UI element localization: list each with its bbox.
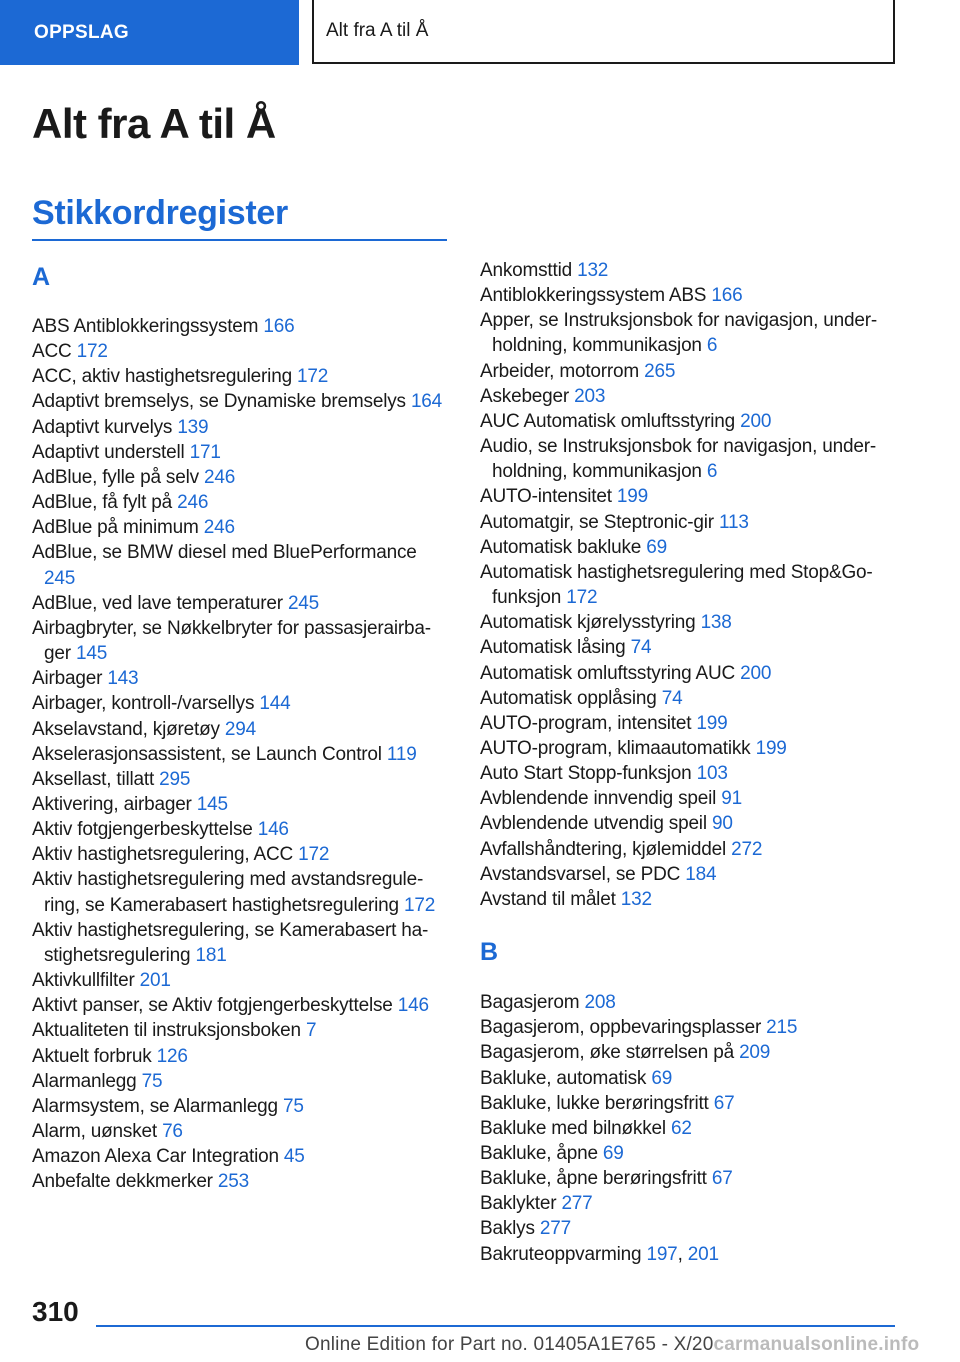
page-reference-link[interactable]: 203 [574,385,606,407]
index-entry [480,384,900,409]
page-reference-link[interactable]: 139 [177,416,209,438]
entry-term: Aktiv fotgjengerbeskyttelse [32,819,253,841]
index-entry [480,811,900,836]
entry-term: Ankomsttid [480,260,572,281]
index-entry [480,283,900,308]
page-reference-link[interactable]: 172 [298,844,330,866]
section-title: Stikkordregister [32,194,288,232]
entry-term: AdBlue, ved lave temperaturer [32,592,283,614]
index-entry: Bakruteoppvarming 197, 201 [480,1243,719,1265]
watermark-site: carmanualsonline.info [713,1334,920,1355]
index-entry [480,661,900,686]
entry-term: Automatisk opplåsing [480,687,657,709]
section-divider [32,239,447,241]
page-reference-link[interactable]: 91 [721,788,742,810]
page-reference-link[interactable]: 69 [651,1067,673,1089]
page-reference-link[interactable]: 295 [159,768,191,790]
entry-term: ABS Antiblokkeringssystem [32,316,259,337]
page-reference-link[interactable]: 246 [204,466,236,488]
index-entry [480,1015,900,1040]
entry-term: AUTO-program, klimaautomatikk [480,737,751,759]
page-number: 310 [32,1296,79,1327]
entry-term: Automatisk hastighetsregulering med Stop&Go-funksjon [480,561,873,609]
index-entry [480,1091,900,1116]
index-entry [32,339,447,364]
page-reference-link[interactable]: 294 [224,718,256,740]
index-entry [32,666,447,691]
entry-term: Bagasjerom [480,992,580,1014]
index-entry [32,691,447,716]
page-reference-link[interactable]: 172 [566,587,598,609]
index-entry [32,742,447,767]
page-title: Alt fra A til Å [32,100,276,147]
entry-term: Adaptivt kurvelys [32,416,173,438]
chapter-tab[interactable]: Alt fra A til Å [312,0,895,64]
index-entry [32,1094,447,1119]
entry-term: Bakluke, lukke berøringsfritt [480,1092,709,1114]
entry-term: Avblendende innvendig speil [480,788,717,810]
page-reference-link[interactable]: 246 [177,492,209,514]
page-reference-link[interactable]: 67 [713,1092,735,1114]
page-reference-link[interactable]: 215 [766,1017,798,1039]
page-reference-link[interactable]: 7 [305,1020,317,1042]
page-reference-link[interactable]: 171 [189,441,221,463]
entry-term: Bakluke, åpne berøringsfritt [480,1168,707,1190]
entry-term: Askebeger [480,385,570,407]
index-entry [480,686,900,711]
page-reference-link[interactable]: 166 [711,285,743,307]
entry-term: Bagasjerom, oppbevaringsplasser [480,1017,762,1039]
index-entry [32,1169,447,1194]
index-list-b [480,990,900,1267]
index-entry [32,440,447,465]
entry-term: Automatgir, se Steptronic-gir [480,511,714,533]
index-column-right [480,258,900,1267]
page-reference-link[interactable]: 246 [203,517,235,539]
index-entry [32,1144,447,1169]
entry-term: AUTO-program, intensitet [480,712,692,734]
entry-term: Alarmsystem, se Alarmanlegg [32,1095,278,1117]
index-entry [32,540,447,590]
index-entry [480,1116,900,1141]
entry-term: Adaptivt understell [32,441,185,463]
index-entry [32,415,447,440]
entry-term: Aksellast, tillatt [32,768,155,790]
entry-term: Avfallshåndtering, kjølemiddel [480,838,727,860]
page-reference-link[interactable]: 145 [75,643,108,665]
index-entry [32,389,447,414]
index-entry [480,786,900,811]
entry-term: Aktivkullfilter [32,970,135,992]
edition-text: Online Edition for Part no. 01405A1E765 - X/20 [305,1334,714,1355]
index-entry [32,968,447,993]
index-entry [32,842,447,867]
index-letter-a: A [32,263,51,291]
entry-term: Bakluke med bilnøkkel [480,1117,666,1139]
entry-term: Avstandsvarsel, se PDC [480,863,681,885]
page-reference-link[interactable]: 200 [740,662,772,684]
page-reference-link[interactable]: 197 [646,1243,678,1265]
page-reference-link[interactable]: 181 [195,944,227,966]
entry-term: Bagasjerom, øke størrelsen på [480,1042,734,1064]
entry-term: Avstand til målet [480,888,616,910]
page-reference-link[interactable]: 132 [620,888,652,910]
entry-term: Audio, se Instruksjonsbok for navigasjon, underholdning, kommunikasjon [480,436,877,483]
index-entry [32,792,447,817]
entry-term: AdBlue på minimum [32,517,199,539]
page-reference-link[interactable]: 245 [44,567,76,589]
index-letter-b: B [480,938,499,967]
index-entry [480,990,900,1015]
entry-term: Aktiv hastighetsregulering, ACC [32,844,293,866]
entry-term: Automatisk låsing [480,637,626,659]
page-reference-link[interactable]: 199 [696,712,728,734]
entry-term: Automatisk bakluke [480,536,642,558]
entry-term: ACC [32,341,72,363]
entry-term: AdBlue, se BMW diesel med BluePerformance [32,542,417,564]
page-reference-link[interactable]: 146 [257,819,289,841]
entry-term: Baklykter [480,1193,557,1215]
page-reference-link[interactable]: 6 [706,461,718,483]
page-reference-link[interactable]: 144 [259,693,291,715]
index-entry [480,258,900,283]
entry-term: AUTO-intensitet [480,486,612,508]
index-entry [480,1216,900,1241]
index-entry [480,635,900,660]
index-entry [32,616,447,666]
index-entry [32,867,447,917]
index-entry [32,591,447,616]
entry-term: Akselerasjonsassistent, se Launch Control [32,743,382,765]
entry-term: Alarmanlegg [32,1070,137,1092]
index-list-a-continued [480,258,900,912]
page-reference-link[interactable]: 119 [386,743,417,765]
page-reference-link[interactable]: 75 [141,1070,163,1092]
page-reference-link[interactable]: 62 [670,1117,692,1139]
index-entry [32,1018,447,1043]
page-reference-link[interactable]: 45 [283,1146,305,1168]
page-reference-link[interactable]: 138 [700,612,732,634]
entry-term: Baklys [480,1218,535,1240]
index-entry [32,314,447,339]
index-entry [480,560,900,610]
page-reference-link[interactable]: 201 [139,970,171,992]
section-tab[interactable]: OPPSLAG [0,0,299,65]
index-entry [32,490,447,515]
entry-term: ACC, aktiv hastighetsregulering [32,366,292,388]
entry-term: Apper, se Instruksjonsbok for navigasjon, underholdning, kommunikasjon [480,310,878,357]
index-entry [32,918,447,968]
page-reference-link[interactable]: 164 [410,391,443,413]
index-entry [32,465,447,490]
index-entry [32,993,447,1018]
page-reference-link[interactable]: 208 [584,992,616,1014]
entry-term: Aktivt panser, se Aktiv fotgjengerbeskyttelse [32,995,393,1017]
page-reference-link[interactable]: 172 [297,366,329,388]
entry-term: AUC Automatisk omluftsstyring [480,410,736,432]
entry-term: Automatisk omluftsstyring AUC [480,662,736,684]
page-reference-link[interactable]: 69 [646,536,667,558]
page-reference-link[interactable]: 201 [687,1243,719,1265]
entry-term: Aktiv hastighetsregulering, se Kamerabasert hastighetsregulering [32,919,429,966]
page-reference-link[interactable]: 200 [740,410,772,432]
page-reference-link[interactable]: 166 [263,316,295,337]
entry-term: Alarm, uønsket [32,1121,157,1142]
entry-term: Airbagbryter, se Nøkkelbryter for passasjerairbager [32,617,432,665]
entry-term: AdBlue, fylle på selv [32,466,199,488]
entry-term: Aktualiteten til instruksjonsboken [32,1020,301,1042]
index-entry [480,1066,900,1091]
page-reference-link[interactable]: 146 [397,995,429,1017]
page-reference-link[interactable]: 145 [196,793,228,815]
index-entry [480,610,900,635]
entry-term: Aktiv hastighetsregulering med avstandsregulering, se Kamerabasert hastighetsregulering [32,869,424,916]
entry-term: Amazon Alexa Car Integration [32,1146,279,1168]
header-bar [0,0,960,66]
page-reference-link[interactable]: 76 [162,1121,183,1142]
index-entry [480,862,900,887]
entry-term: Bakluke, åpne [480,1143,598,1164]
page-reference-link[interactable]: 265 [644,360,676,382]
index-entry [480,761,900,786]
footer-divider [96,1325,895,1327]
footer-edition-line [305,1334,919,1356]
entry-term: Anbefalte dekkmerker [32,1171,213,1193]
page-reference-link[interactable]: 74 [630,637,652,659]
index-entry [480,434,900,484]
page-reference-link[interactable]: 113 [719,511,749,533]
page-reference-link[interactable]: 69 [602,1143,624,1164]
index-column-left [32,258,447,1194]
entry-term: Adaptivt bremselys, se Dynamiske bremselys [32,391,406,413]
page-reference-link[interactable]: 67 [711,1168,733,1190]
page-reference-link[interactable]: 172 [404,894,436,916]
page-reference-link[interactable]: 199 [755,737,787,759]
page-reference-link[interactable]: 253 [217,1171,250,1193]
index-entry [480,1040,900,1065]
index-entry [480,510,900,535]
page-reference-link[interactable]: 132 [577,260,609,281]
entry-term: Bakluke, automatisk [480,1067,647,1089]
index-entry [480,484,900,509]
index-entry [32,817,447,842]
entry-term: Avblendende utvendig speil [480,813,707,835]
index-entry [32,1119,447,1144]
entry-term: Airbager, kontroll-/varsellys [32,693,255,715]
index-entry [480,736,900,761]
page-reference-link[interactable]: 245 [287,592,320,614]
page-reference-link[interactable]: 6 [706,335,718,357]
index-entry [480,1141,900,1166]
entry-term: AdBlue, få fylt på [32,492,173,514]
page-reference-link[interactable]: 209 [739,1042,771,1064]
entry-term: Auto Start Stopp-funksjon [480,763,692,785]
page-reference-link[interactable]: 90 [711,813,733,835]
page-reference-link[interactable]: 277 [539,1218,571,1240]
index-entry [32,1069,447,1094]
index-entry [32,364,447,389]
page-reference-link[interactable]: 75 [283,1095,304,1117]
index-entry [480,409,900,434]
page-reference-link[interactable]: 143 [107,668,139,690]
index-entry [32,767,447,792]
index-entry [32,1044,447,1069]
index-entry [32,515,447,540]
entry-term: Antiblokkeringssystem ABS [480,285,707,307]
entry-term: Airbager [32,668,103,690]
index-entry [480,1166,900,1191]
entry-term: Aktivering, airbager [32,793,192,815]
index-entry [32,717,447,742]
entry-term: Automatisk kjørelysstyring [480,612,696,634]
page-reference-link[interactable]: 277 [561,1193,593,1215]
index-entry [480,887,900,912]
page-reference-link[interactable]: 272 [731,838,763,860]
index-entry [480,837,900,862]
entry-term: Bakruteoppvarming [480,1243,642,1265]
page-reference-link[interactable]: 103 [696,763,728,785]
index-entry [480,711,900,736]
page-reference-link[interactable]: 126 [156,1045,188,1067]
entry-term: Arbeider, motorrom [480,360,640,382]
entry-term: Aktuelt forbruk [32,1045,152,1067]
page-reference-link[interactable]: 74 [661,687,683,709]
page-reference-link[interactable]: 184 [685,863,717,885]
index-entry [480,308,900,358]
index-entry [480,1191,900,1216]
index-entry [480,359,900,384]
page-reference-link[interactable]: 199 [616,486,649,508]
index-entry [480,535,900,560]
index-list-a [32,314,447,1194]
page-reference-link[interactable]: 172 [76,341,108,363]
entry-term: Akselavstand, kjøretøy [32,718,220,740]
